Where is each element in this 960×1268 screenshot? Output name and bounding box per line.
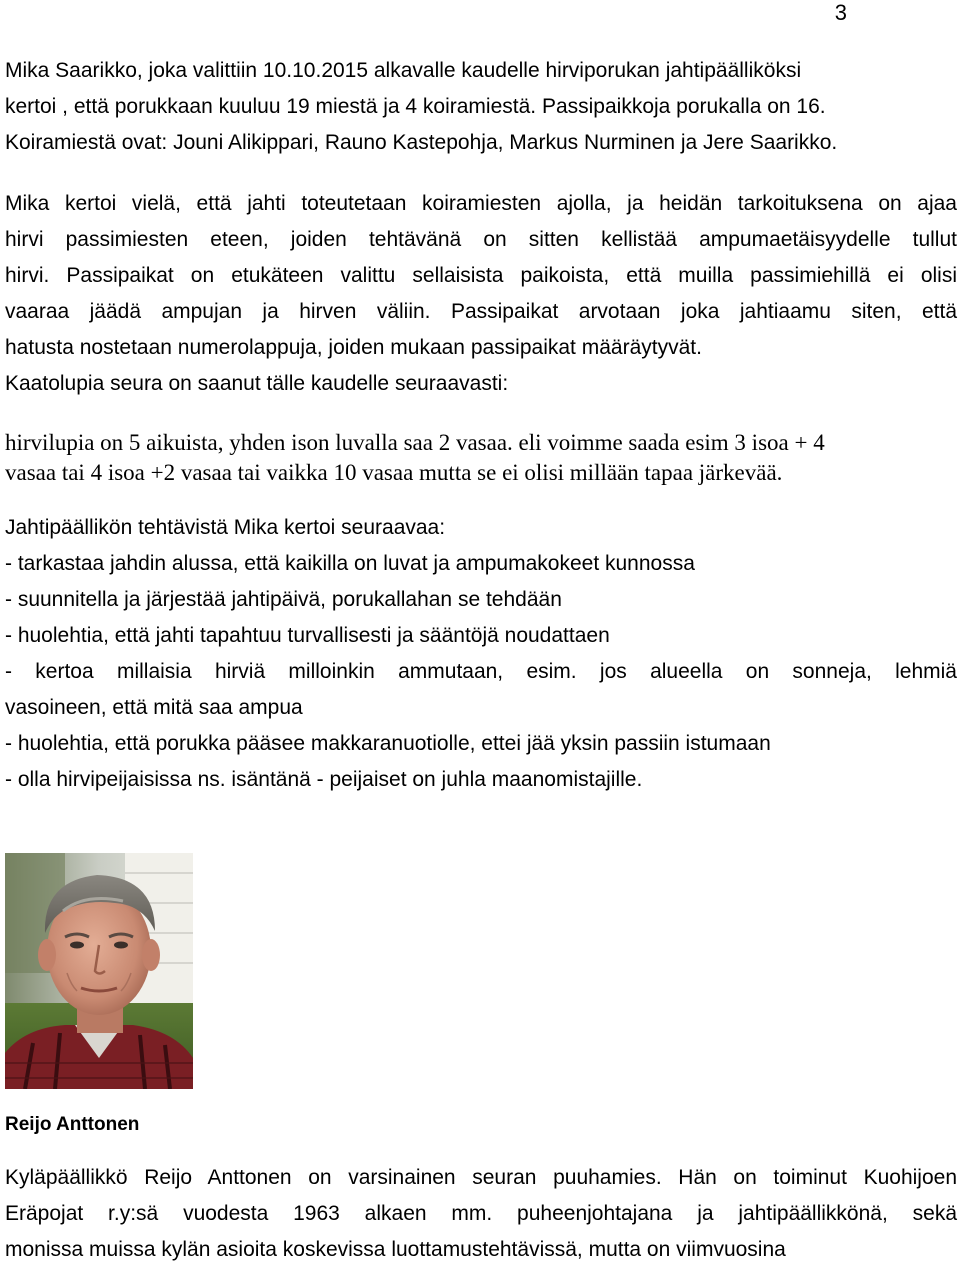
portrait-photo: [5, 853, 193, 1089]
paragraph-hunt-method: [5, 186, 957, 402]
text-line: vaaraa jäädä ampujan ja hirven väliin. Passipaikat arvotaan joka jahtiaamu siten, että: [5, 300, 957, 323]
text-line: vasaa tai 4 isoa +2 vasaa tai vaikka 10 vasaa mutta se ei olisi millään tapaa järkevää.: [5, 460, 783, 485]
photo-caption: Reijo Anttonen: [5, 1114, 140, 1135]
text-line: hirvilupia on 5 aikuista, yhden ison luvalla saa 2 vasaa. eli voimme saada esim 3 isoa + 4: [5, 430, 825, 455]
text-line: Eräpojat r.y:sä vuodesta 1963 alkaen mm. puheenjohtajana ja jahtipäällikkönä, sekä: [5, 1202, 957, 1225]
text-line: hatusta nostetaan numerolappuja, joiden mukaan passipaikat määräytyvät.: [5, 336, 702, 359]
list-item: - suunnitella ja järjestää jahtipäivä, porukallahan se tehdään: [5, 588, 562, 611]
list-item: - huolehtia, että porukka pääsee makkaranuotiolle, ettei jää yksin passiin istumaan: [5, 732, 771, 755]
duties-list: [5, 510, 957, 798]
page-number: 3: [834, 0, 847, 25]
text-line: monissa muissa kylän asioita koskevissa luottamustehtävissä, mutta on viimvuosina: [5, 1238, 786, 1261]
text-line: hirvi. Passipaikat on etukäteen valittu sellaisista paikoista, että muilla passimiehillä ei olisi: [5, 264, 957, 287]
text-line: Koiramiestä ovat: Jouni Alikippari, Rauno Kastepohja, Markus Nurminen ja Jere Saarikko.: [5, 131, 838, 154]
text-line: Mika Saarikko, joka valittiin 10.10.2015 alkavalle kaudelle hirviporukan jahtipäälliköksi: [5, 59, 802, 82]
paragraph-anttonen: [5, 1160, 957, 1268]
text-line: hirvi passimiesten eteen, joiden tehtävänä on sitten kellistää ampumaetäisyydelle tullut: [5, 228, 957, 251]
text-line: kertoi , että porukkaan kuuluu 19 miestä ja 4 koiramiestä. Passipaikkoja porukalla on 16.: [5, 95, 826, 118]
list-item: - olla hirvipeijaisissa ns. isäntänä - peijaiset on juhla maanomistajille.: [5, 768, 643, 791]
text-line: Kaatolupia seura on saanut tälle kaudelle seuraavasti:: [5, 372, 509, 395]
paragraph-new-leader: [5, 53, 957, 161]
text-line: Kyläpäällikkö Reijo Anttonen on varsinainen seuran puuhamies. Hän on toiminut Kuohijoen: [5, 1166, 957, 1189]
list-item: - tarkastaa jahdin alussa, että kaikilla on luvat ja ampumakokeet kunnossa: [5, 552, 695, 575]
list-item: - kertoa millaisia hirviä milloinkin ammutaan, esim. jos alueella on sonneja, lehmiä: [5, 660, 957, 683]
list-item: vasoineen, että mitä saa ampua: [5, 696, 303, 719]
text-line: Mika kertoi vielä, että jahti toteutetaan koiramiesten ajolla, ja heidän tarkoituksena on ajaa: [5, 192, 957, 215]
paragraph-permits: [5, 428, 957, 488]
list-item: - huolehtia, että jahti tapahtuu turvallisesti ja sääntöjä noudattaen: [5, 624, 610, 647]
duties-intro: Jahtipäällikön tehtävistä Mika kertoi seuraavaa:: [5, 516, 446, 539]
